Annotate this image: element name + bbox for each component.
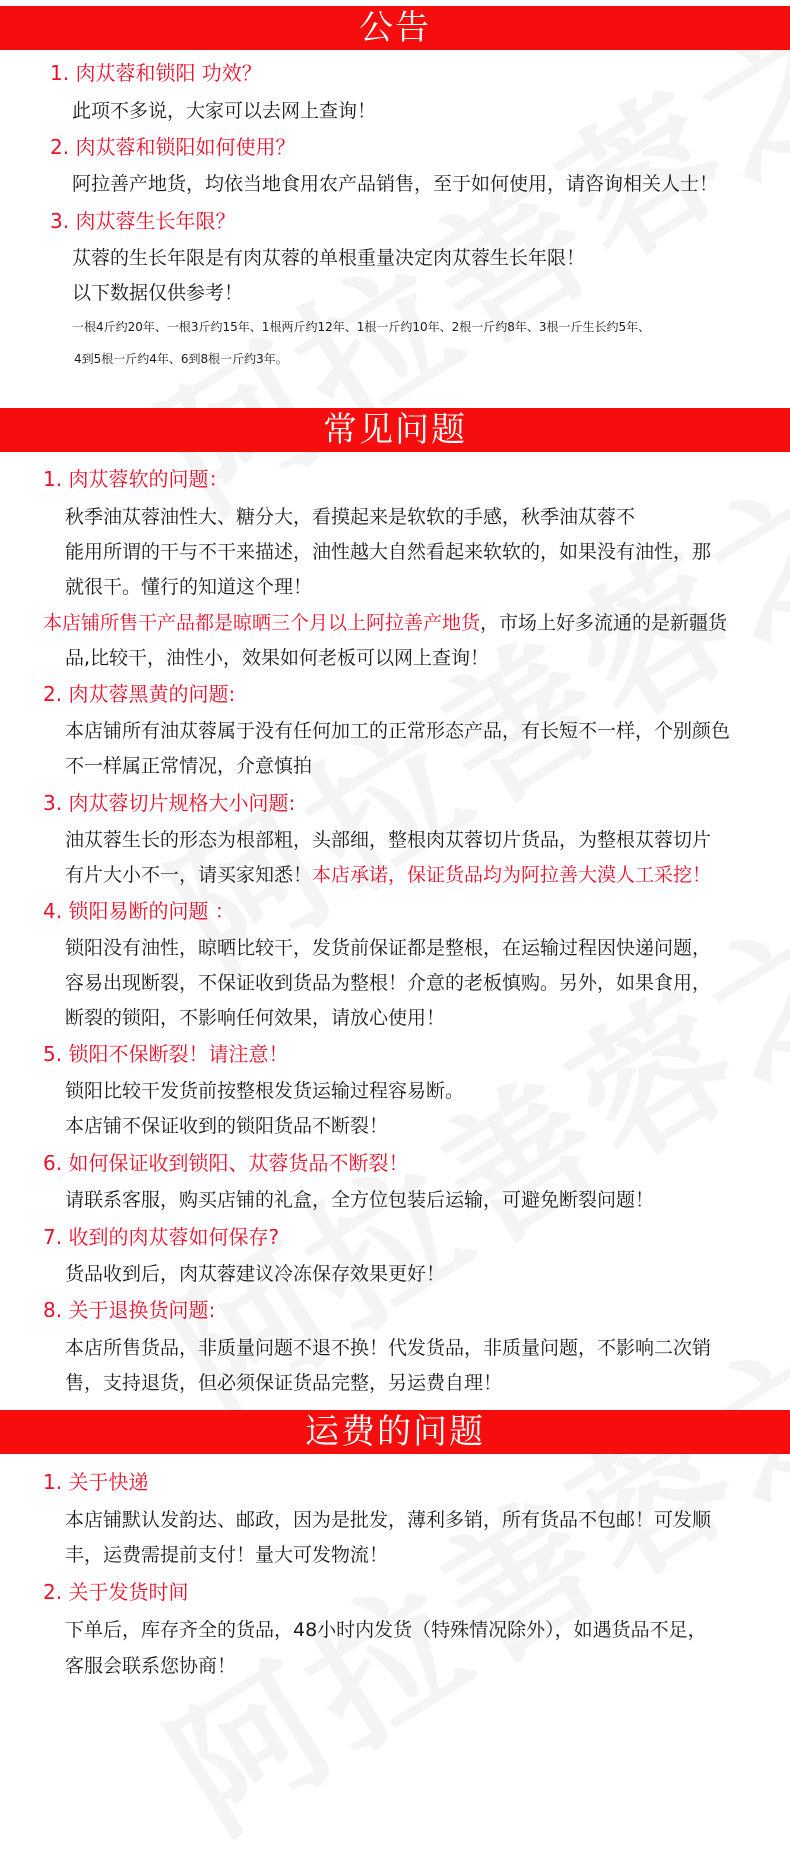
faq-question-3: 3. 肉苁蓉切片规格大小问题: [43, 791, 296, 815]
faq-question-8: 8. 关于退换货问题: [43, 1298, 216, 1322]
section-header-shipping: 运费的问题 [0, 1410, 790, 1454]
notice-question-1: 1. 肉苁蓉和锁阳 功效？ [50, 61, 262, 85]
faq-answer-4-line-2: 容易出现断裂，不保证收到货品为整根！介意的老板慎购。另外，如果食用， [65, 972, 712, 994]
notice-question-2: 2. 肉苁蓉和锁阳如何使用？ [50, 135, 296, 159]
notice-answer-1: 此项不多说，大家可以去网上查询！ [72, 100, 377, 122]
notice-answer-3-line-3: 一根4斤约20年、一根3斤约15年、1根两斤约12年、1根一斤约10年、2根一斤约8年、3根一斤生长约5年、 [72, 320, 651, 334]
shipping-answer-2-line-2: 客服会联系您协商！ [65, 1655, 237, 1677]
faq-question-7: 7. 收到的肉苁蓉如何保存? [43, 1225, 280, 1249]
shipping-question-1: 1. 关于快递 [43, 1470, 149, 1494]
faq-answer-1-highlight: 本店铺所售干产品都是晾晒三个月以上阿拉善产地货 [43, 612, 481, 634]
section-header-faq: 常见问题 [0, 408, 790, 452]
faq-answer-3-highlight: 本店承诺，保证货品均为阿拉善大漠人工采挖！ [312, 864, 712, 886]
faq-question-5: 5. 锁阳不保断裂！请注意！ [43, 1042, 289, 1066]
faq-answer-7: 货品收到后，肉苁蓉建议冷冻保存效果更好！ [65, 1263, 446, 1285]
faq-question-2: 2. 肉苁蓉黑黄的问题: [43, 682, 236, 706]
faq-answer-4-line-1: 锁阳没有油性，晾晒比较干，发货前保证都是整根，在运输过程因快递问题， [65, 937, 712, 959]
notice-answer-2: 阿拉善产地货，均依当地食用农产品销售，至于如何使用，请咨询相关人士！ [72, 173, 719, 195]
faq-question-1: 1. 肉苁蓉软的问题： [43, 467, 229, 491]
notice-answer-3-line-2: 以下数据仅供参考！ [72, 282, 244, 304]
faq-answer-1-line-3: 就很干。懂行的知道这个理！ [65, 576, 313, 598]
faq-answer-2-line-2: 不一样属正常情况，介意慎拍 [65, 755, 313, 777]
faq-answer-3-line-1: 油苁蓉生长的形态为根部粗，头部细，整根肉苁蓉切片货品，为整根苁蓉切片 [65, 829, 712, 851]
faq-answer-2-line-1: 本店铺所有油苁蓉属于没有任何加工的正常形态产品，有长短不一样，个别颜色 [65, 720, 731, 742]
faq-answer-3-text: 有片大小不一，请买家知悉！ [65, 864, 313, 886]
faq-answer-5-line-1: 锁阳比较干发货前按整根发货运输过程容易断。 [65, 1080, 465, 1102]
notice-answer-3-line-1: 苁蓉的生长年限是有肉苁蓉的单根重量决定肉苁蓉生长年限！ [72, 247, 586, 269]
shipping-answer-1-line-1: 本店铺默认发韵达、邮政，因为是批发，薄利多销，所有货品不包邮！可发顺 [65, 1509, 712, 1531]
shipping-answer-1-line-2: 丰，运费需提前支付！量大可发物流！ [65, 1544, 389, 1566]
faq-answer-1-line-2: 能用所谓的干与不干来描述，油性越大自然看起来软软的，如果没有油性，那 [65, 541, 712, 563]
faq-answer-5-line-2: 本店铺不保证收到的锁阳货品不断裂！ [65, 1115, 389, 1137]
faq-answer-1-line-1: 秋季油苁蓉油性大、糖分大，看摸起来是软软的手感，秋季油苁蓉不 [65, 506, 636, 528]
faq-question-4: 4. 锁阳易断的问题 ： [43, 899, 235, 923]
faq-answer-1-line-4 [43, 608, 727, 635]
shipping-answer-2-line-1: 下单后，库存齐全的货品，48小时内发货（特殊情况除外），如遇货品不足， [65, 1619, 707, 1641]
faq-answer-4-line-3: 断裂的锁阳，不影响任何效果，请放心使用！ [65, 1007, 446, 1029]
faq-answer-1-line-5: 品,比较干，油性小，效果如何老板可以网上查询！ [65, 647, 490, 669]
faq-answer-3-line-2 [65, 860, 711, 887]
faq-answer-8-line-2: 售，支持退货，但必须保证货品完整，另运费自理！ [65, 1372, 503, 1394]
faq-answer-1-rest: ，市场上好多流通的是新疆货 [480, 612, 728, 634]
notice-answer-3-line-4: 4到5根一斤约4年、6到8根一斤约3年。 [74, 352, 288, 366]
section-header-notice: 公告 [0, 6, 790, 50]
shipping-question-2: 2. 关于发货时间 [43, 1580, 189, 1604]
notice-question-3: 3. 肉苁蓉生长年限？ [50, 209, 236, 233]
faq-answer-6: 请联系客服，购买店铺的礼盒，全方位包装后运输，可避免断裂问题！ [65, 1189, 655, 1211]
faq-question-6: 6. 如何保证收到锁阳、苁蓉货品不断裂！ [43, 1151, 409, 1175]
faq-answer-8-line-1: 本店所售货品，非质量问题不退不换！代发货品，非质量问题，不影响二次销 [65, 1337, 712, 1359]
